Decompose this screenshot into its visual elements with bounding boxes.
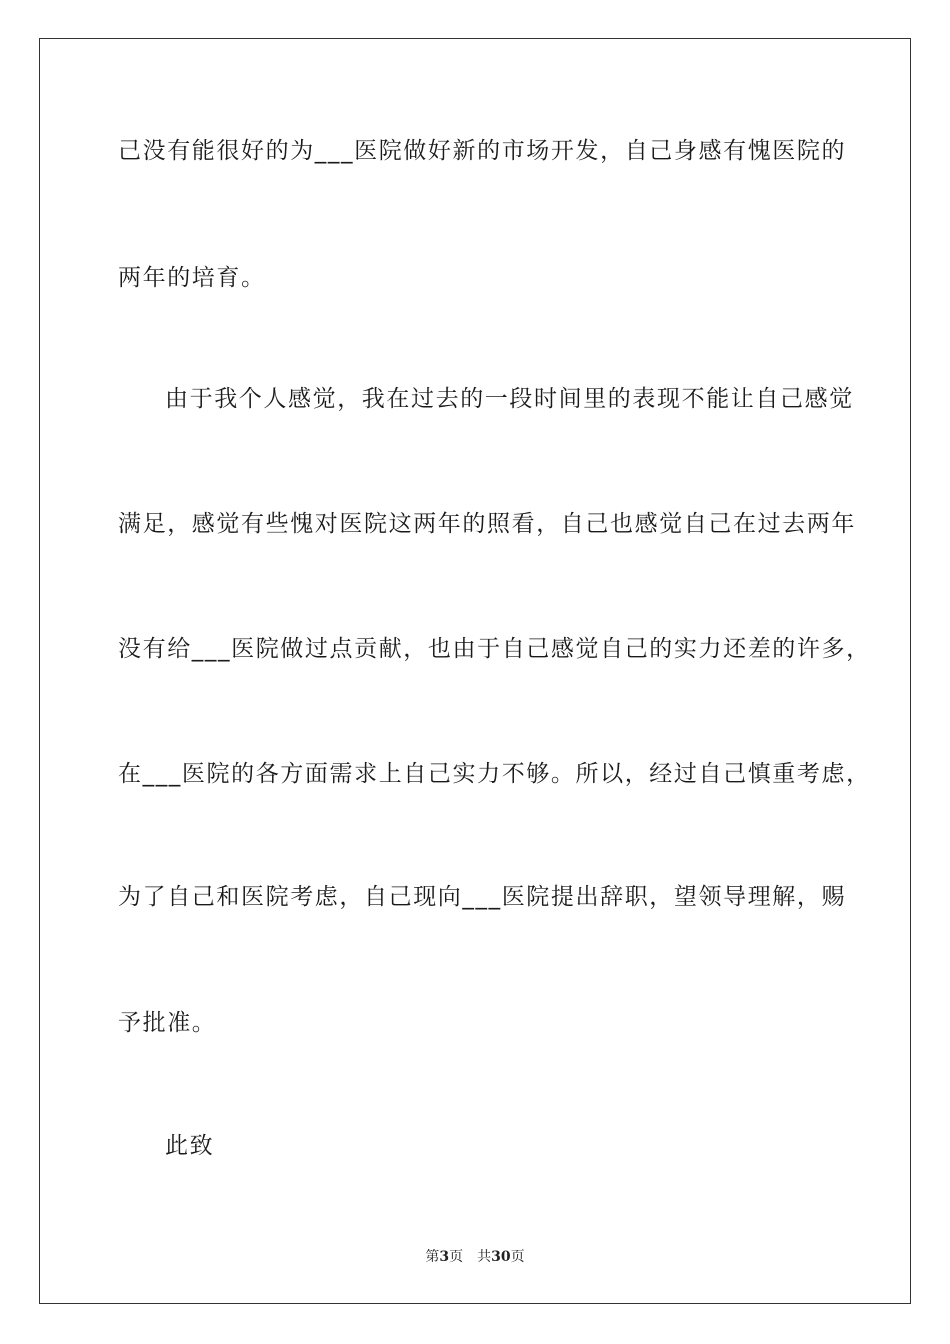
footer-page-number: 3 [439,1249,450,1265]
body-line-8: 予批准。 [118,1010,217,1036]
body-line-3: 由于我个人感觉，我在过去的一段时间里的表现不能让自己感觉 [165,386,854,412]
body-line-1: 己没有能很好的为___医院做好新的市场开发，自己身感有愧医院的 [118,138,847,164]
body-line-6: 在___医院的各方面需求上自己实力不够。所以，经过自己慎重考虑， [118,761,871,787]
footer-total-pages: 30 [491,1249,511,1265]
footer-total-prefix: 共 [477,1249,492,1265]
body-line-5: 没有给___医院做过点贡献，也由于自己感觉自己的实力还差的许多， [118,636,871,662]
footer-total-suffix: 页 [510,1249,525,1265]
footer-page-suffix: 页 [449,1249,464,1265]
body-line-7: 为了自己和医院考虑，自己现向___医院提出辞职，望领导理解，赐 [118,884,847,910]
closing-salutation: 此致 [165,1133,215,1159]
page-frame [39,38,911,1304]
footer-page-prefix: 第 [425,1249,440,1265]
page-footer [0,1246,950,1266]
body-line-4: 满足，感觉有些愧对医院这两年的照看，自己也感觉自己在过去两年 [118,511,856,537]
body-line-2: 两年的培育。 [118,265,266,291]
